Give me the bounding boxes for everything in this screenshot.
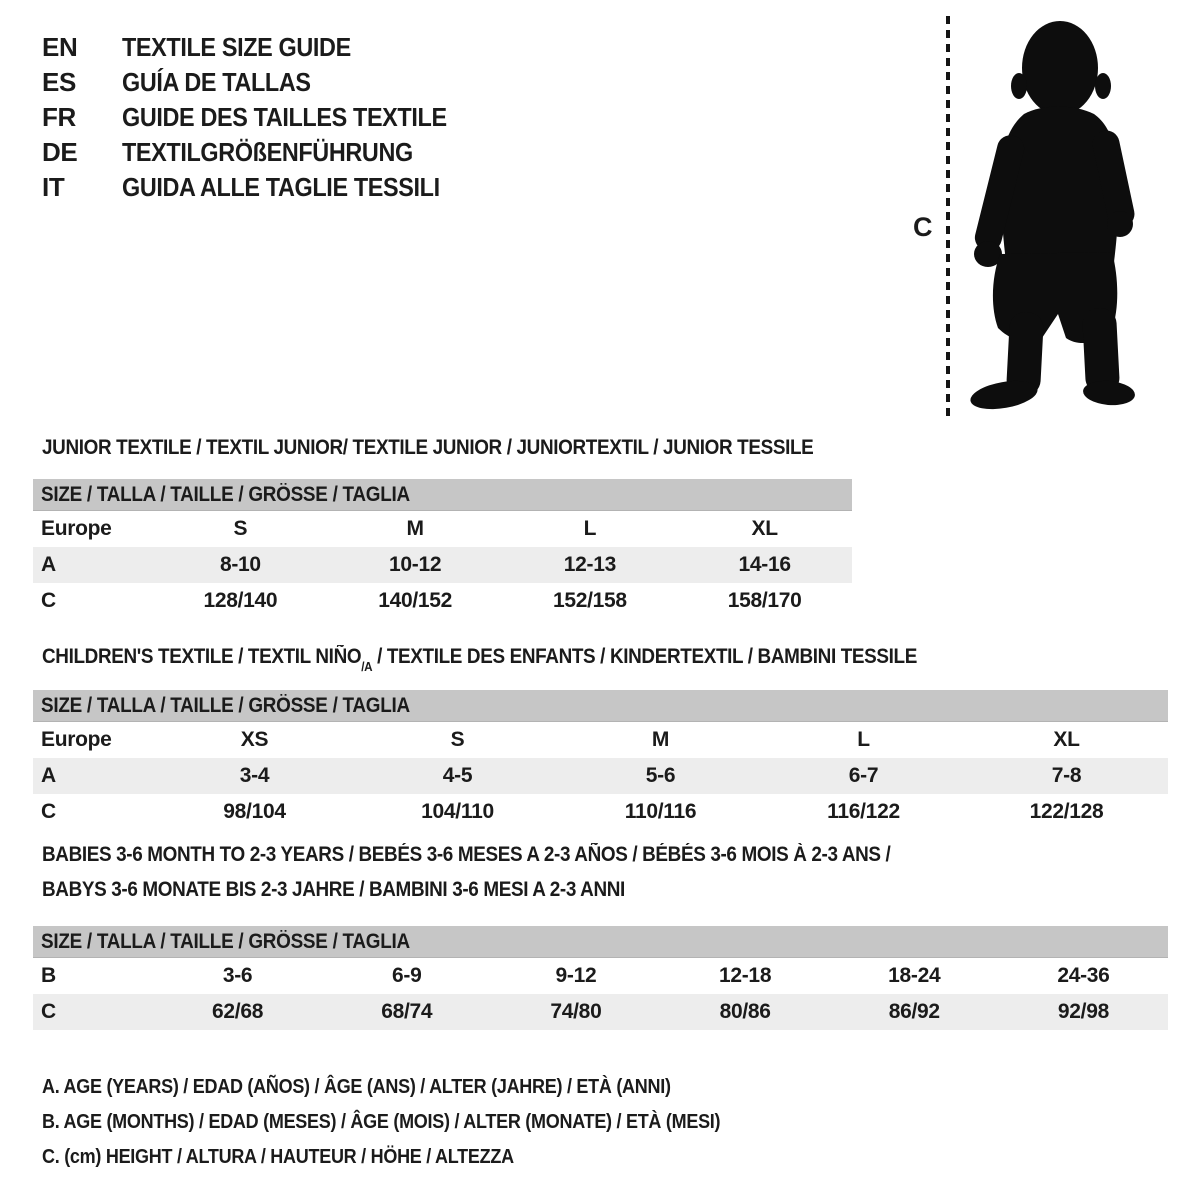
- title-part: / TEXTILE DES ENFANTS / KINDERTEXTIL / BAMBINI TESSILE: [372, 645, 917, 668]
- section-title-text: BABIES 3-6 MONTH TO 2-3 YEARS / BEBÉS 3-6 MESES A 2-3 AÑOS / BÉBÉS 3-6 MOIS À 2-3 ANS /: [42, 843, 891, 866]
- language-code: IT: [42, 172, 65, 202]
- row-label: A: [41, 553, 56, 576]
- table-header-text: SIZE / TALLA / TAILLE / GRÖSSE / TAGLIA: [41, 930, 410, 953]
- section-title-text: BABYS 3-6 MONATE BIS 2-3 JAHRE / BAMBINI 3-6 MESI A 2-3 ANNI: [42, 878, 625, 901]
- table-row-height: [33, 994, 1168, 1030]
- cell: 8-10: [219, 553, 261, 576]
- cell: 104/110: [421, 800, 494, 823]
- row-label: Europe: [41, 517, 112, 540]
- section-title-junior: [42, 436, 899, 460]
- cell: L: [857, 728, 870, 751]
- table-row-months: [33, 958, 1168, 994]
- section-title-text: JUNIOR TEXTILE / TEXTIL JUNIOR/ TEXTILE JUNIOR / JUNIORTEXTIL / JUNIOR TESSILE: [42, 436, 814, 459]
- language-code: EN: [42, 32, 78, 62]
- row-label: Europe: [41, 728, 112, 751]
- cell: 128/140: [203, 589, 278, 612]
- section-title-babies-line1: [42, 843, 985, 867]
- cell: 68/74: [381, 1000, 433, 1023]
- row-label: C: [41, 800, 56, 823]
- legend-text: A. AGE (YEARS) / EDAD (AÑOS) / ÂGE (ANS) / ALTER (JAHRE) / ETÀ (ANNI): [42, 1076, 671, 1098]
- legend-line-b: [42, 1111, 796, 1134]
- cell: 6-7: [848, 764, 879, 787]
- title-part: CHILDREN'S TEXTILE / TEXTIL NIÑO: [42, 645, 362, 668]
- cell: 98/104: [223, 800, 286, 823]
- cell: 74/80: [550, 1000, 602, 1023]
- table-header-text: SIZE / TALLA / TAILLE / GRÖSSE / TAGLIA: [41, 694, 410, 717]
- table-header: [33, 479, 852, 511]
- baby-figure: [0, 0, 1200, 430]
- height-dashed-line: [946, 16, 950, 416]
- cell: 158/170: [727, 589, 802, 612]
- junior-size-table: [33, 479, 852, 619]
- cell: 18-24: [888, 964, 941, 987]
- cell: 116/122: [827, 800, 900, 823]
- cell: 92/98: [1057, 1000, 1109, 1023]
- table-row-europe: [33, 722, 1168, 758]
- cell: M: [651, 728, 670, 751]
- language-title: TEXTILE SIZE GUIDE: [122, 32, 351, 62]
- language-title: GUÍA DE TALLAS: [122, 67, 311, 97]
- language-code: DE: [42, 137, 78, 167]
- language-title: TEXTILGRÖßENFÜHRUNG: [122, 137, 413, 167]
- cell: L: [583, 517, 597, 540]
- legend-line-c: [42, 1146, 566, 1169]
- cell: 80/86: [719, 1000, 771, 1023]
- language-title: GUIDE DES TAILLES TEXTILE: [122, 102, 447, 132]
- cell: 152/158: [552, 589, 627, 612]
- legend-text: B. AGE (MONTHS) / EDAD (MESES) / ÂGE (MOIS) / ALTER (MONATE) / ETÀ (MESI): [42, 1111, 721, 1133]
- cell: 5-6: [645, 764, 676, 787]
- row-label: C: [41, 589, 56, 612]
- cell: S: [450, 728, 465, 751]
- cell: 122/128: [1029, 800, 1104, 823]
- height-label: C: [913, 212, 933, 242]
- table-header: [33, 926, 1168, 958]
- cell: XL: [751, 517, 778, 540]
- table-row-europe: [33, 511, 852, 547]
- cell: 140/152: [378, 589, 453, 612]
- cell: 6-9: [392, 964, 422, 987]
- children-size-table: [33, 690, 1168, 830]
- cell: 12-13: [563, 553, 616, 576]
- table-row-height: [33, 583, 852, 619]
- cell: 12-18: [718, 964, 772, 987]
- cell: 86/92: [888, 1000, 940, 1023]
- cell: 10-12: [389, 553, 442, 576]
- baby-silhouette-icon: [962, 14, 1147, 414]
- table-header-text: SIZE / TALLA / TAILLE / GRÖSSE / TAGLIA: [41, 483, 410, 506]
- cell: 4-5: [442, 764, 473, 787]
- legend-text: C. (cm) HEIGHT / ALTURA / HAUTEUR / HÖHE / ALTEZZA: [42, 1146, 514, 1168]
- language-code: ES: [42, 67, 76, 97]
- table-row-age: [33, 758, 1168, 794]
- cell: 14-16: [738, 553, 791, 576]
- cell: 3-4: [239, 764, 270, 787]
- cell: 7-8: [1051, 764, 1082, 787]
- cell: 24-36: [1057, 964, 1110, 987]
- row-label: A: [41, 764, 56, 787]
- section-title-babies-line2: [42, 878, 690, 902]
- cell: M: [406, 517, 424, 540]
- cell: 110/116: [624, 800, 697, 823]
- row-label: C: [41, 1000, 56, 1023]
- language-code: FR: [42, 102, 76, 132]
- section-title-text: [42, 645, 917, 675]
- cell: 62/68: [212, 1000, 264, 1023]
- cell: XS: [240, 728, 269, 751]
- language-title: GUIDA ALLE TAGLIE TESSILI: [122, 172, 440, 202]
- cell: 3-6: [222, 964, 253, 987]
- title-subscript: /A: [361, 659, 373, 675]
- cell: XL: [1053, 728, 1080, 751]
- cell: S: [233, 517, 248, 540]
- cell: 9-12: [555, 964, 597, 987]
- row-label: B: [41, 964, 56, 987]
- table-row-height: [33, 794, 1168, 830]
- table-header: [33, 690, 1168, 722]
- babies-size-table: [33, 926, 1168, 1030]
- legend-line-a: [42, 1076, 741, 1099]
- table-row-age: [33, 547, 852, 583]
- section-title-children: [42, 645, 1014, 675]
